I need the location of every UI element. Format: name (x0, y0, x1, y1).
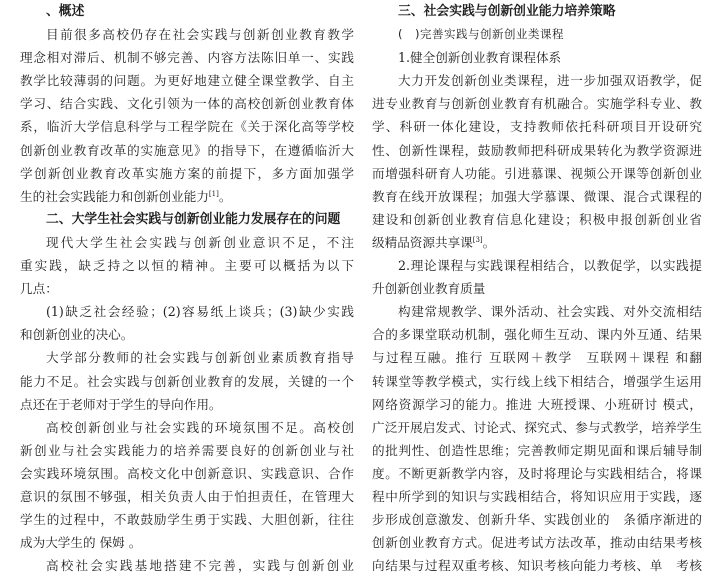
right-line-25: 向结果与过程双重考核、知识考核向能力考核、单 考核 (372, 558, 702, 574)
right-line-9: 教育在线开放课程；加强大学慕课、微课、混合式课程的 (372, 188, 702, 204)
left-line-11: 现代大学生社会实践与创新创业意识不足，不注 (46, 234, 354, 250)
right-line-23: 步形成创意激发、创新升华、实践创业的 条循序渐进的 (372, 512, 702, 528)
right-line-17: 转课堂等教学模式，实行线上线下相结合，增强学生运用 (372, 373, 702, 389)
left-line-16: 大学部分教师的社会实践与创新创业素质教育指导 (46, 350, 354, 366)
left-line-14: (1)缺乏社会经验；(2)容易纸上谈兵；(3)缺少实践 (46, 304, 354, 320)
right-line-19: 广泛开展启发式、讨论式、探究式、参与式教学，培养学生 (372, 419, 702, 435)
left-line-1: 、概述 (46, 4, 85, 19)
left-line-7: 创新创业教育改革的实施意见》的指导下，在遵循临沂大 (20, 142, 354, 158)
left-line-21: 会实践环境氛围。高校文化中创新意识、实践意识、合作 (20, 465, 354, 481)
right-line-4: 大力开发创新创业类课程，进一步加强双语教学，促 (398, 73, 702, 89)
left-line-12: 重实践，缺乏持之以恒的精神。主要可以概括为以下 (20, 258, 354, 274)
left-line-8: 学创新创业教育改革实施方案的前提下，多方面加强学 (20, 165, 354, 181)
right-line-8: 而增强科研育人功能。引进慕课、视频公开课等创新创业 (372, 165, 702, 181)
left-line-4: 教学比较薄弱的问题。为更好地建立健全课堂教学、自主 (20, 73, 354, 89)
left-line-3: 理念相对滞后、机制不够完善、内容方法陈旧单一、实践 (20, 50, 354, 66)
left-column (20, 0, 354, 577)
left-line-20: 新创业与社会实践能力的培养需要良好的创新创业与社 (20, 442, 354, 458)
right-line-11: 级精品资源共享课[3]。 (372, 234, 496, 250)
left-line-2: 目前很多高校仍存在社会实践与创新创业教育教学 (46, 27, 354, 43)
right-line-1: 三、社会实践与创新创业能力培养策略 (398, 4, 616, 19)
right-line-13: 升创新创业教育质量 (372, 281, 486, 297)
right-line-7: 性、创新性课程，鼓励教师把科研成果转化为教学资源进 (372, 142, 702, 158)
right-line-14: 构建常规教学、课外活动、社会实践、对外交流相结 (398, 304, 702, 320)
right-line-24: 创新创业教育方式。促进考试方法改革，推动由结果考核 (372, 535, 702, 551)
left-line-17: 能力不足。社会实践与创新创业教育的发展，关键的一个 (20, 373, 354, 389)
right-line-12: 2.理论课程与实践课程相结合，以教促学，以实践提 (398, 258, 702, 274)
left-line-22: 意识的氛围不够强，相关负责人由于怕担责任，在管理大 (20, 488, 354, 504)
left-line-15: 和创新创业的决心。 (20, 327, 134, 343)
left-line-18: 点还在于老师对于学生的导向作用。 (20, 396, 222, 412)
right-line-10: 建设和创新创业教育信息化建设；积极申报创新创业省 (372, 211, 702, 227)
right-line-2: ( )完善实践与创新创业类课程 (398, 27, 564, 42)
right-line-6: 学、科研一体化建设，支持教师依托科研项目开设研究 (372, 119, 702, 135)
right-line-15: 合的多课堂联动机制，强化师生互动、课内外互通、结果 (372, 327, 702, 343)
right-line-20: 的批判性、创造性思维；完善教师定期见面和课后辅导制 (372, 442, 702, 458)
left-line-13: 几点： (20, 281, 58, 297)
right-line-18: 网络资源学习的能力。推进 大班授课、小班研讨 模式， (372, 396, 702, 412)
citation-ref: [1] (208, 189, 219, 198)
left-line-24: 成为大学生的 保姆 。 (20, 535, 142, 551)
left-line-19: 高校创新创业与社会实践的环境氛围不足。高校创 (46, 419, 354, 435)
left-line-5: 学习、结合实践、文化引领为一体的高校创新创业教育体 (20, 96, 354, 112)
right-line-22: 程中所学到的知识与实践相结合，将知识应用于实践，逐 (372, 488, 702, 504)
left-line-9: 生的社会实践能力和创新创业能力[1]。 (20, 188, 232, 204)
left-line-6: 系，临沂大学信息科学与工程学院在《关于深化高等学校 (20, 119, 354, 135)
right-line-3: 1.健全创新创业教育课程体系 (398, 50, 562, 66)
left-line-10: 二、大学生社会实践与创新创业能力发展存在的问题 (46, 211, 341, 227)
right-column (372, 0, 702, 577)
right-line-21: 度。不断更新教学内容，及时将理论与实践相结合，将课 (372, 465, 702, 481)
citation-ref: [3] (472, 235, 483, 244)
right-line-5: 进专业教育与创新创业教育有机融合。实施学科专业、教 (372, 96, 702, 112)
left-line-25: 高校社会实践基地搭建不完善，实践与创新创业 (46, 558, 354, 574)
left-line-23: 学生的过程中，不敢鼓励学生勇于实践、大胆创新，往往 (20, 512, 354, 528)
right-line-16: 与过程互融。推行 互联网＋教学 互联网＋课程 和翻 (372, 350, 702, 366)
